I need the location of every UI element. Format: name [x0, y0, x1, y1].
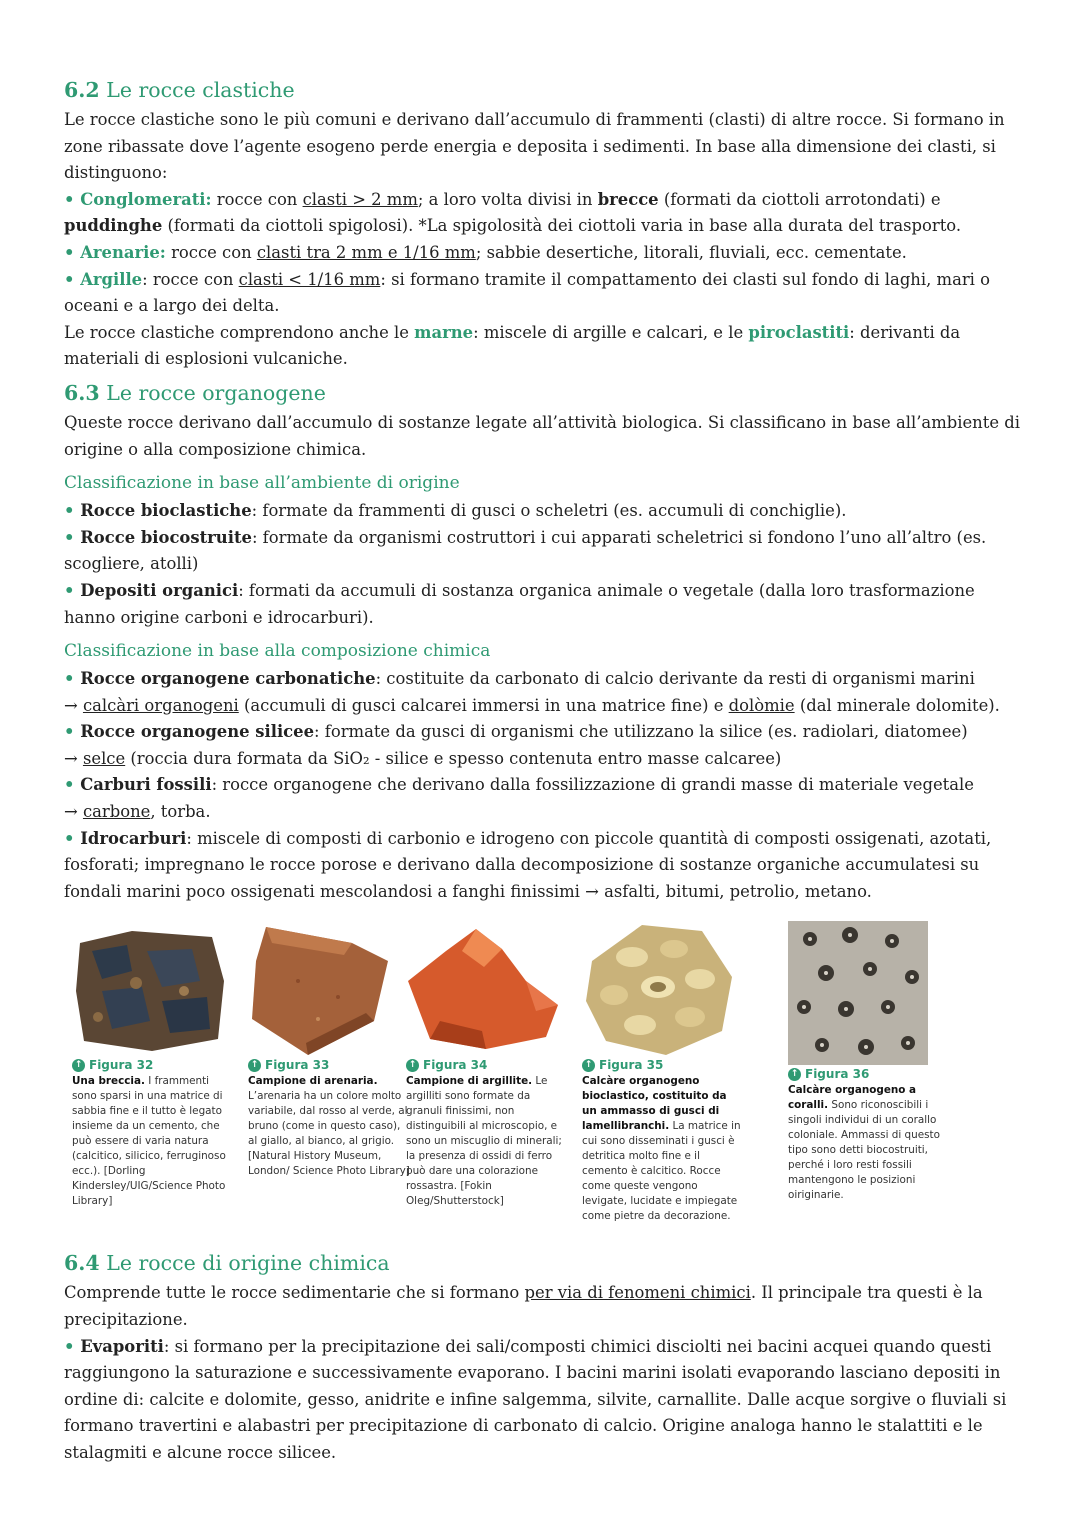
figure-32: [72, 921, 234, 1209]
arrow-up-icon: ↑: [406, 1059, 419, 1072]
figure-33: [248, 921, 410, 1179]
figure-36: [788, 921, 950, 1203]
paragraph: Le rocce clastiche sono le più comuni e derivano dall’accumulo di frammenti (clasti) di altre rocce. Si formano in zone ribassate dove l’agente esogeno perde energia e deposita i sedimenti. In base alla dimensione dei clasti, si distinguono:: [64, 110, 1005, 183]
argillite-image: [406, 921, 561, 1056]
arrow-up-icon: ↑: [248, 1059, 261, 1072]
section-6-2: [64, 76, 1024, 373]
arrow-up-icon: ↑: [582, 1059, 595, 1072]
bullet-idrocarburi: • Idrocarburi: miscele di composti di carbonio e idrogeno con piccole quantità di composti ossigenati, azotati, fosforati; impregnano le rocce porose e derivano dalla decomposizione di sostanze organiche accumulatesi su fondali marini poco ossigenati mescolandosi a fanghi finissimi → asfalti, bitumi, petrolio, metano.: [64, 828, 992, 901]
paragraph-marne: Le rocce clastiche comprendono anche le marne: miscele di argille e calcari, e le piroclastiti: derivanti da materiali di esplosioni vulcaniche.: [64, 322, 961, 369]
breccia-image: [72, 921, 227, 1056]
bullet-conglomerati: • Conglomerati: rocce con clasti > 2 mm; a loro volta divisi in brecce (formati da ciottoli arrotondati) e puddinghe (formati da ciottoli spigolosi). *La spigolosità dei ciottoli varia in base alla durata del trasporto.: [64, 189, 962, 236]
section-6-3: [64, 379, 1024, 906]
bullet-biocostruite: • Rocce biocostruite: formate da organismi costruttori i cui apparati scheletrici si fondono l’uno all’altro (es. scogliere, atolli): [64, 527, 987, 574]
figure-caption: ↑ Figura 33 Campione di arenaria. L’arenaria ha un colore molto variabile, dal rosso al verde, al bruno (come in questo caso), al giallo, al bianco, al grigio. [Natural History Museum, London/ Science Photo Library]: [248, 1058, 410, 1178]
bullet-silicee: • Rocce organogene silicee: formate da gusci di organismi che utilizzano la silice (es. radiolari, diatomee) → selce (roccia dura formata da SiO₂ - silice e spesso contenuta entro masse calcaree): [64, 722, 968, 768]
figure-caption: ↑ Figura 35 Calcàre organogeno bioclastico, costituito da un ammasso di gusci di lamellibranchi. La matrice in cui sono disseminati i gusci è detritica molto fine e il cemento è calcitico. Rocce come queste vengono levigate, lucidate e impiegate come pietre da decorazione.: [582, 1058, 741, 1223]
section-6-4: [64, 1249, 1024, 1466]
paragraph: Queste rocce derivano dall’accumulo di sostanze legate all’attività biologica. Si classificano in base all’ambiente di origine o alla composizione chimica.: [64, 412, 1020, 459]
figure-caption: ↑ Figura 36 Calcàre organogeno a coralli. Sono riconoscibili i singoli individui di un corallo coloniale. Ammassi di questo tipo sono detti biocostruiti, perché i loro resti fossili mantengono le posizioni oiriginarie.: [788, 1067, 940, 1202]
figure-34: [406, 921, 568, 1209]
calcare-coralli-image: [788, 921, 928, 1065]
figure-caption: ↑ Figura 34 Campione di argillite. Le argilliti sono formate da granuli finissimi, non distinguibili al microscopio, e sono un miscuglio di minerali; la presenza di ossidi di ferro può dare una colorazione rossastra. [Fokin Oleg/Shutterstock]: [406, 1058, 562, 1208]
bullet-carbonatiche: • Rocce organogene carbonatiche: costituite da carbonato di calcio derivante da resti di organismi marini → calcàri organogeni (accumuli di gusci calcarei immersi in una matrice fine) e dolòmie (dal minerale dolomite).: [64, 669, 1000, 715]
subheading-ambiente: Classificazione in base all’ambiente di origine: [64, 473, 460, 494]
bullet-evaporiti: • Evaporiti: si formano per la precipitazione dei sali/composti chimici disciolti nei bacini acquei quando questi raggiungono la saturazione e successivamente evaporano. I bacini marini isolati evaporando lasciano depositi in ordine di: calcite e dolomite, gesso, anidrite e infine salgemma, silvite, carnallite. Dalle acque sorgive o fluviali si formano travertini e alabastri per precipitazione di carbonato di calcio. Origine analoga hanno le stalattiti e le stalagmiti e alcune rocce silicee.: [64, 1336, 1007, 1462]
page: [64, 76, 1024, 1473]
figure-35: [582, 921, 744, 1224]
bullet-carburi: • Carburi fossili: rocce organogene che derivano dalla fossilizzazione di grandi masse di materiale vegetale → carbone, torba.: [64, 775, 974, 822]
paragraph: Comprende tutte le rocce sedimentarie che si formano per via di fenomeni chimici. Il principale tra questi è la precipitazione.: [64, 1283, 983, 1330]
section-title: 6.4 Le rocce di origine chimica: [64, 1251, 390, 1276]
bullet-bioclastiche: • Rocce bioclastiche: formate da frammenti di gusci o scheletri (es. accumuli di conchiglie).: [64, 501, 847, 521]
figure-strip: [64, 921, 1024, 1239]
section-title: 6.3 Le rocce organogene: [64, 380, 326, 405]
calcare-bioclastico-image: [582, 921, 737, 1056]
bullet-depositi: • Depositi organici: formati da accumuli di sostanza organica animale o vegetale (dalla loro trasformazione hanno origine carboni e idrocarburi).: [64, 580, 975, 627]
arrow-up-icon: ↑: [788, 1068, 801, 1081]
subheading-composizione: Classificazione in base alla composizione chimica: [64, 641, 491, 662]
figure-caption: ↑ Figura 32 Una breccia. I frammenti sono sparsi in una matrice di sabbia fine e il tutto è legato insieme da un cemento, che può essere di varia natura (calcitico, silicico, ferruginoso ecc.). [Dorling Kindersley/UIG/Science Photo Library]: [72, 1058, 226, 1208]
arrow-up-icon: ↑: [72, 1059, 85, 1072]
arenaria-image: [248, 921, 403, 1056]
section-title: 6.2 Le rocce clastiche: [64, 78, 295, 102]
bullet-argille: • Argille: rocce con clasti < 1/16 mm: si formano tramite il compattamento dei clasti sul fondo di laghi, mari o oceani e a largo dei delta.: [64, 269, 990, 316]
bullet-arenarie: • Arenarie: rocce con clasti tra 2 mm e 1/16 mm; sabbie desertiche, litorali, fluviali, ecc. cementate.: [64, 242, 907, 262]
